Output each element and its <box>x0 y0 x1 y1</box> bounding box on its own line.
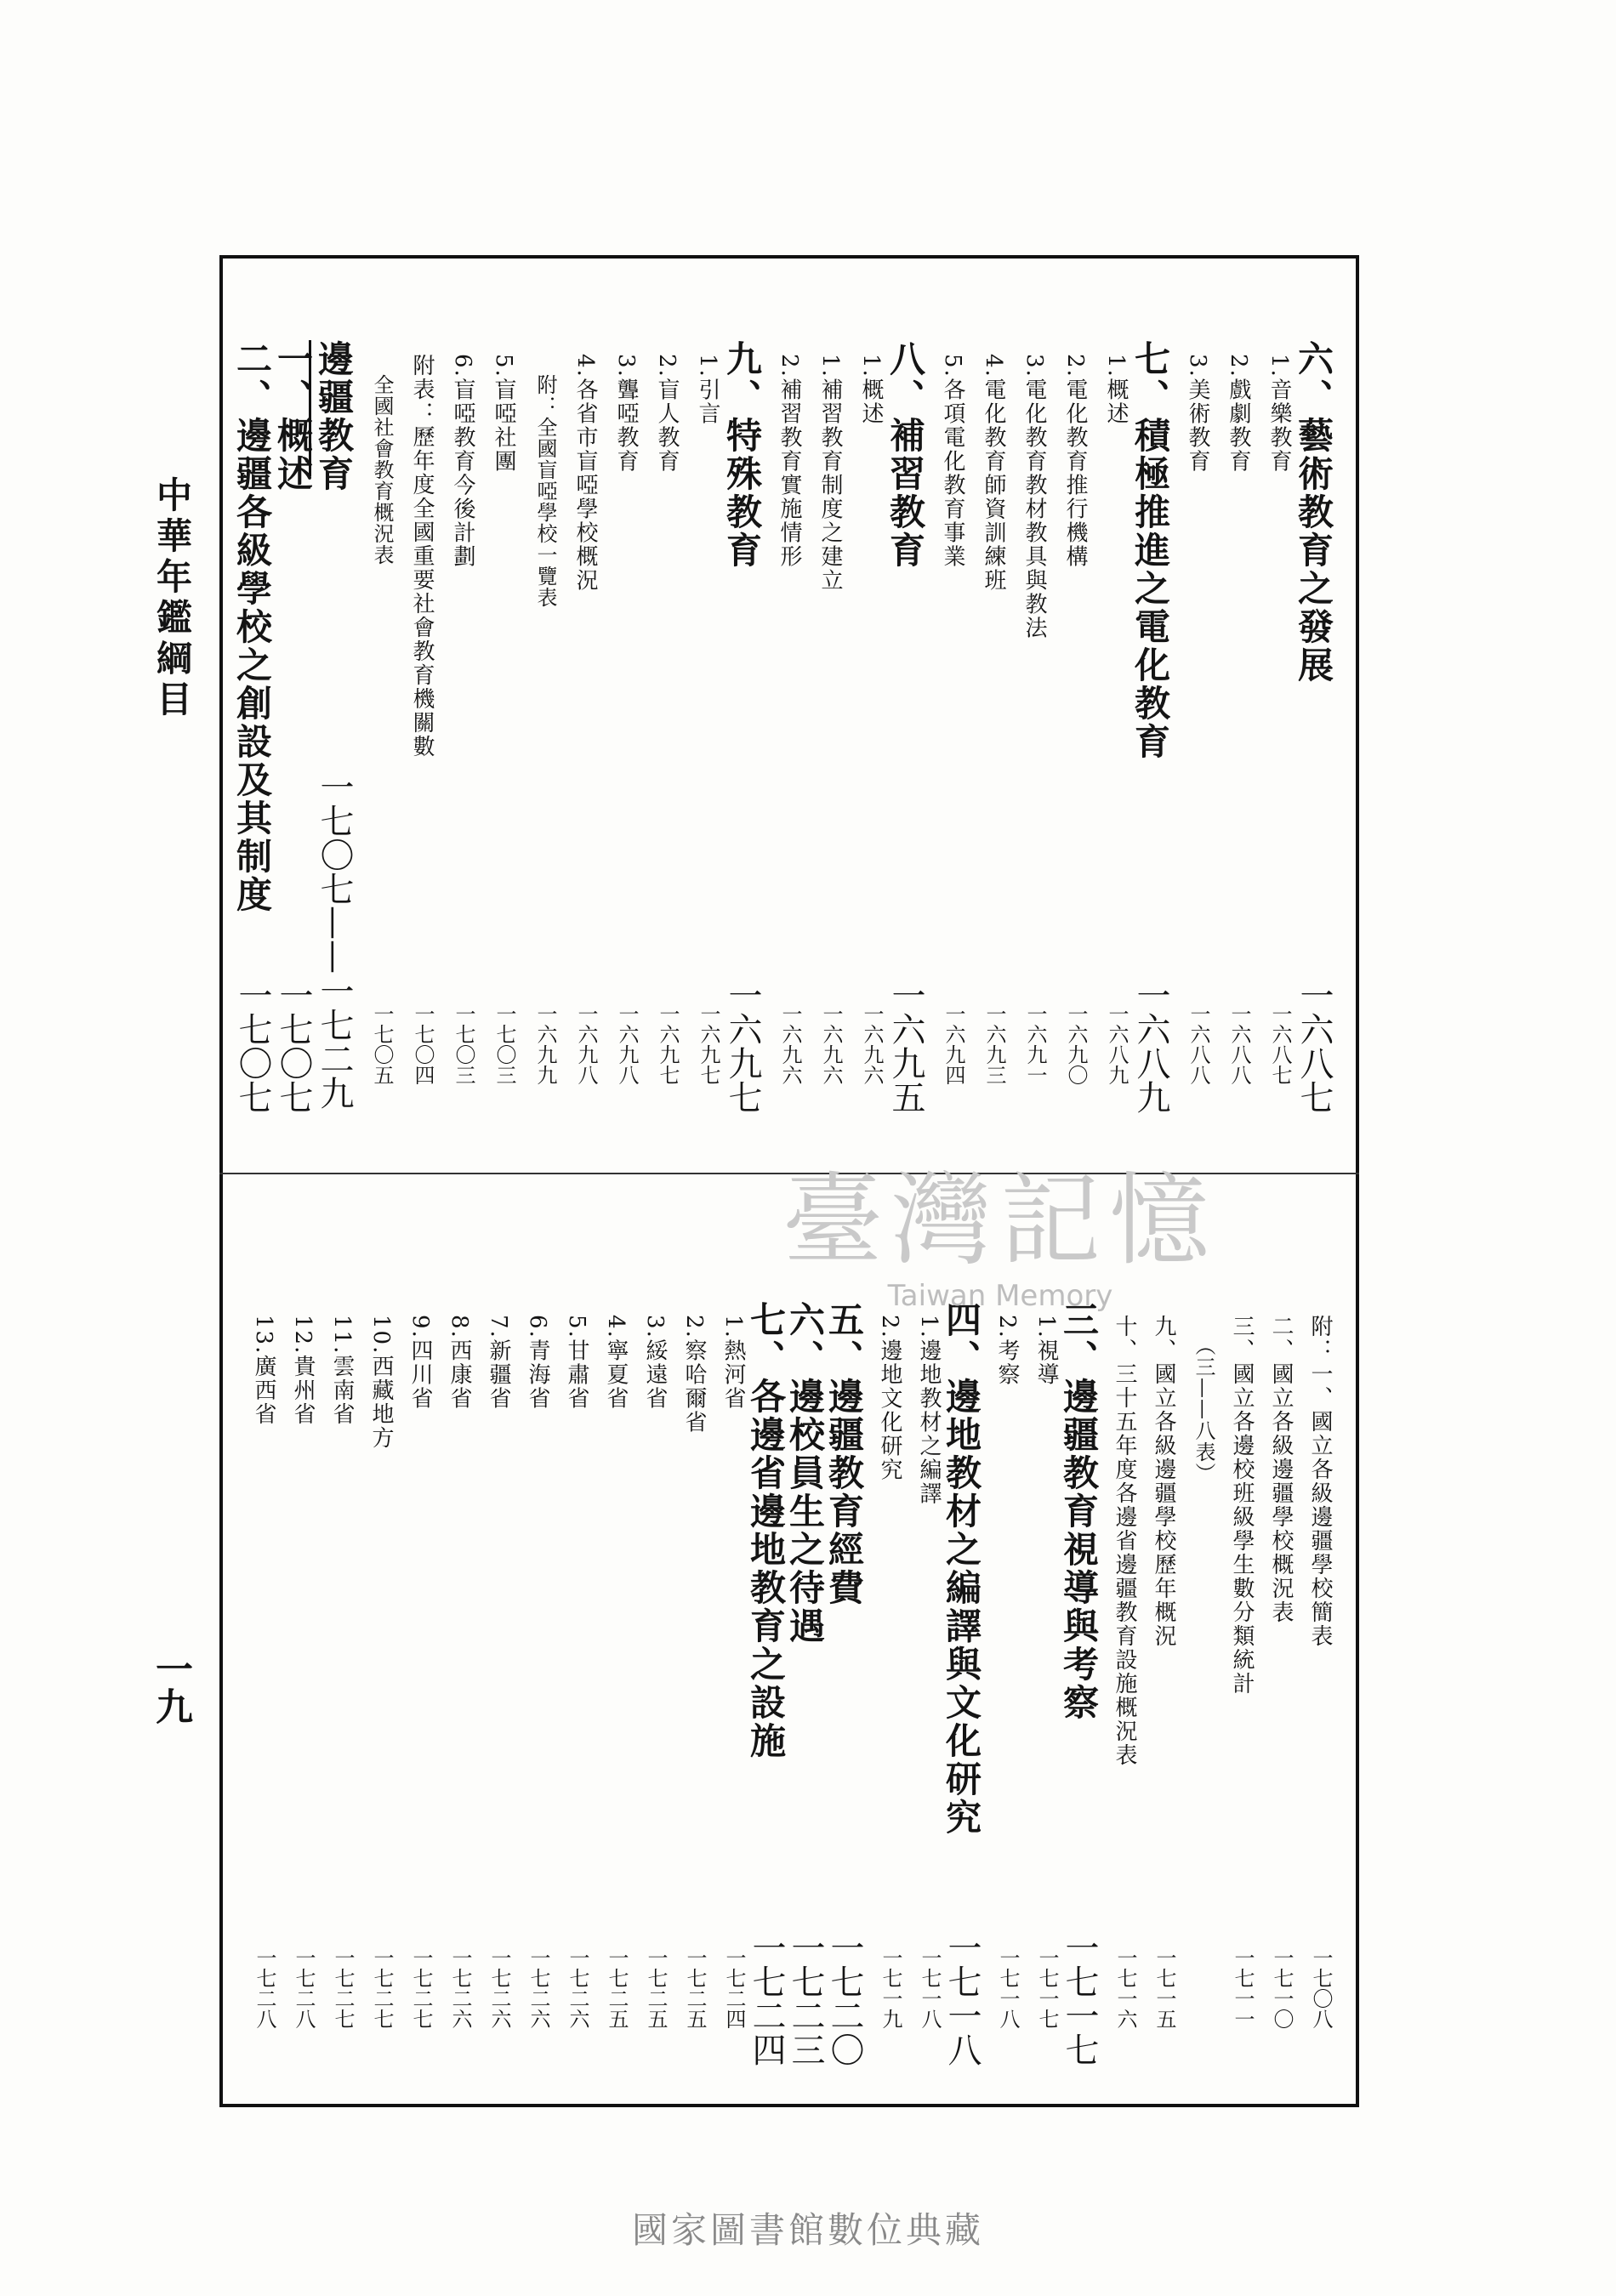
watermark <box>782 1139 1218 1313</box>
toc-entry-text: 九、國立各級邊疆學校歷年概況 <box>1151 1315 1176 1648</box>
toc-entry-text: 二、邊疆各級學校之創設及其制度 <box>231 340 273 914</box>
toc-entry-page: 一七二七 <box>331 1947 355 2029</box>
watermark-chinese: 臺灣記憶 <box>782 1162 1219 1279</box>
toc-entry-page: 一六九八 <box>615 1003 639 1085</box>
toc-entry-text: 2.戲劇教育 <box>1226 354 1251 474</box>
toc-entry-page: 一七〇四 <box>411 1003 435 1085</box>
toc-entry-text: 六、藝術教育之發展 <box>1293 340 1334 685</box>
toc-entry-text: 九、特殊教育 <box>721 340 763 570</box>
toc-entry-page: 一七二七 <box>370 1947 394 2029</box>
toc-entry-text: 附：一、國立各級邊疆學校簡表 <box>1307 1315 1333 1648</box>
toc-entry-page: 一六九六 <box>819 1003 843 1085</box>
toc-entry-page: 一六九九 <box>533 1003 557 1085</box>
footer-credit: 國家圖書館數位典藏 <box>631 2209 984 2251</box>
toc-entry-text: 2.電化教育推行機構 <box>1062 354 1088 569</box>
toc-entry-page: 一七二八 <box>292 1947 316 2029</box>
toc-entry-page: 一七二六 <box>448 1947 472 2029</box>
toc-entry-text: 6.青海省 <box>525 1315 550 1411</box>
toc-entry-page: 一六九七 <box>656 1003 680 1085</box>
toc-entry-page: 一七二六 <box>487 1947 511 2029</box>
toc-entry-text: 11.雲南省 <box>329 1315 355 1427</box>
toc-entry-page: 一七〇五 <box>370 1003 394 1085</box>
toc-entry-text: 八、補習教育 <box>885 340 926 570</box>
toc-entry-text: 2.邊地文化研究 <box>877 1315 902 1482</box>
toc-entry-text: 七、積極推進之電化教育 <box>1129 340 1171 761</box>
toc-entry-text: 1.熱河省 <box>720 1315 746 1411</box>
toc-entry-text: 二、國立各級邊疆學校概況表 <box>1268 1315 1294 1624</box>
toc-entry-text: 1.引言 <box>695 354 720 426</box>
toc-entry-text: 10.西藏地方 <box>368 1315 394 1451</box>
toc-entry-page: 一七〇七——一七二九 <box>315 770 354 1110</box>
toc-entry-page: 一七二五 <box>605 1947 629 2029</box>
toc-entry-text: 5.盲啞社團 <box>491 354 516 474</box>
watermark-english: Taiwan Memory <box>887 1279 1113 1313</box>
toc-entry-page: 一七一六 <box>1113 1947 1137 2029</box>
toc-entry-text: 7.新疆省 <box>486 1315 511 1411</box>
toc-entry-text: 1.概述 <box>858 354 884 426</box>
toc-entry-page: 一七二三 <box>786 1930 825 2066</box>
toc-entry-page: 一六九〇 <box>1064 1003 1088 1085</box>
toc-entry-text: 5.各項電化教育事業 <box>940 354 965 569</box>
toc-entry-text: 4.各省市盲啞學校概況 <box>572 354 598 593</box>
toc-entry-text: 3.電化教育教材教具與教法 <box>1021 354 1047 640</box>
toc-entry-page: 一七〇三 <box>452 1003 475 1085</box>
toc-entry-text: 五、邊疆教育經費 <box>823 1301 865 1607</box>
toc-entry-page: 一七一〇 <box>1270 1947 1294 2029</box>
toc-entry-text: 4.電化教育師資訓練班 <box>981 354 1006 593</box>
toc-entry-text: 5.甘肅省 <box>564 1315 589 1411</box>
toc-entry-text: 4.寧夏省 <box>603 1315 629 1411</box>
toc-entry-text: 1.視導 <box>1033 1315 1059 1387</box>
toc-entry-text: 1.音樂教育 <box>1266 354 1292 474</box>
toc-entry-page: 一六八七 <box>1268 1003 1292 1085</box>
toc-entry-text: 2.察哈爾省 <box>681 1315 707 1435</box>
toc-entry-page: 一六九八 <box>574 1003 598 1085</box>
toc-entry-text: 邊疆教育 <box>313 340 355 493</box>
toc-entry-page: 一六八七 <box>1295 978 1334 1114</box>
toc-entry-text: 2.盲人教育 <box>654 354 680 474</box>
toc-entry-text: 6.盲啞教育今後計劃 <box>450 354 475 569</box>
toc-entry-page: 一七二四 <box>722 1947 746 2029</box>
toc-entry-page: 一六九三 <box>982 1003 1006 1085</box>
toc-entry-page: 一七二六 <box>526 1947 550 2029</box>
toc-entry-page: 一六八八 <box>1227 1003 1251 1085</box>
toc-entry-page: 一六九七 <box>697 1003 720 1085</box>
toc-entry-page: 一七二七 <box>409 1947 433 2029</box>
toc-entry-page: 一六九六 <box>860 1003 884 1085</box>
toc-entry-text: 六、邊校員生之待遇 <box>784 1301 826 1645</box>
toc-entry-text: 四、邊地教材之編譯與文化研究 <box>941 1301 982 1837</box>
toc-entry-page: 一七二五 <box>683 1947 707 2029</box>
toc-entry-text: 2.考察 <box>994 1315 1020 1387</box>
toc-entry-text: 十、三十五年度各邊省邊疆教育設施概況表 <box>1112 1315 1137 1767</box>
toc-entry-page: 一七一七 <box>1060 1930 1099 2066</box>
toc-entry-page: 一六八九 <box>1131 978 1170 1114</box>
toc-entry-page: 一七一七 <box>1035 1947 1059 2029</box>
toc-entry-page: 一六九六 <box>778 1003 802 1085</box>
toc-entry-text: 3.美術教育 <box>1185 354 1210 474</box>
toc-entry-page: 一六九一 <box>1023 1003 1047 1085</box>
toc-entry-text: （三——八表） <box>1192 1335 1215 1484</box>
toc-entry-page: 一六九七 <box>723 978 762 1114</box>
toc-entry-page: 一七〇七 <box>233 978 272 1114</box>
toc-entry-text: 七、各邊省邊地教育之設施 <box>745 1301 787 1760</box>
toc-entry-text: 1.補習教育制度之建立 <box>817 354 843 593</box>
toc-entry-page: 一七二六 <box>566 1947 589 2029</box>
page-number: 一九 <box>149 1650 192 1725</box>
toc-entry-text: 1.概述 <box>1103 354 1129 426</box>
toc-entry-text: 附：全國盲啞學校一覽表 <box>533 374 557 608</box>
book-title: 中華年鑑綱目 <box>151 476 193 721</box>
toc-entry-page: 一六八八 <box>1186 1003 1210 1085</box>
section-rule <box>309 340 311 476</box>
toc-entry-page: 一七二五 <box>644 1947 668 2029</box>
toc-entry-text: 三、國立各邊校班級學生數分類統計 <box>1229 1315 1255 1696</box>
toc-entry-page: 一六九五 <box>886 978 925 1114</box>
toc-entry-text: 全國社會教育概況表 <box>370 374 394 565</box>
toc-entry-page: 一七〇三 <box>492 1003 516 1085</box>
toc-entry-text: 8.西康省 <box>447 1315 472 1411</box>
toc-entry-page: 一七一八 <box>996 1947 1020 2029</box>
toc-entry-page: 一七一五 <box>1152 1947 1176 2029</box>
toc-entry-page: 一七〇八 <box>1309 1947 1333 2029</box>
toc-entry-page: 一七一八 <box>942 1930 982 2066</box>
toc-entry-text: 3.聾啞教育 <box>613 354 639 474</box>
toc-entry-page: 一七二〇 <box>825 1930 864 2066</box>
toc-entry-text: 9.四川省 <box>407 1315 433 1411</box>
toc-entry-page: 一六八九 <box>1105 1003 1129 1085</box>
toc-entry-page: 一七一八 <box>918 1947 942 2029</box>
toc-entry-text: 2.補習教育實施情形 <box>777 354 802 569</box>
toc-entry-text: 一、概述 <box>272 340 314 493</box>
toc-entry-text: 12.貴州省 <box>290 1315 316 1427</box>
toc-entry-text: 三、邊疆教育視導與考察 <box>1058 1301 1100 1722</box>
toc-entry-page: 一七二八 <box>253 1947 276 2029</box>
toc-entry-text: 13.廣西省 <box>251 1315 276 1427</box>
toc-entry-page: 一七一九 <box>879 1947 902 2029</box>
toc-entry-text: 1.邊地教材之編譯 <box>916 1315 942 1506</box>
toc-entry-text: 3.綏遠省 <box>642 1315 668 1411</box>
toc-entry-page: 一七二四 <box>747 1930 786 2066</box>
toc-entry-page: 一七一一 <box>1231 1947 1255 2029</box>
toc-entry-page: 一七〇七 <box>274 978 313 1114</box>
toc-entry-text: 附表：歷年度全國重要社會教育機關數 <box>409 354 435 759</box>
toc-entry-page: 一六九四 <box>942 1003 965 1085</box>
